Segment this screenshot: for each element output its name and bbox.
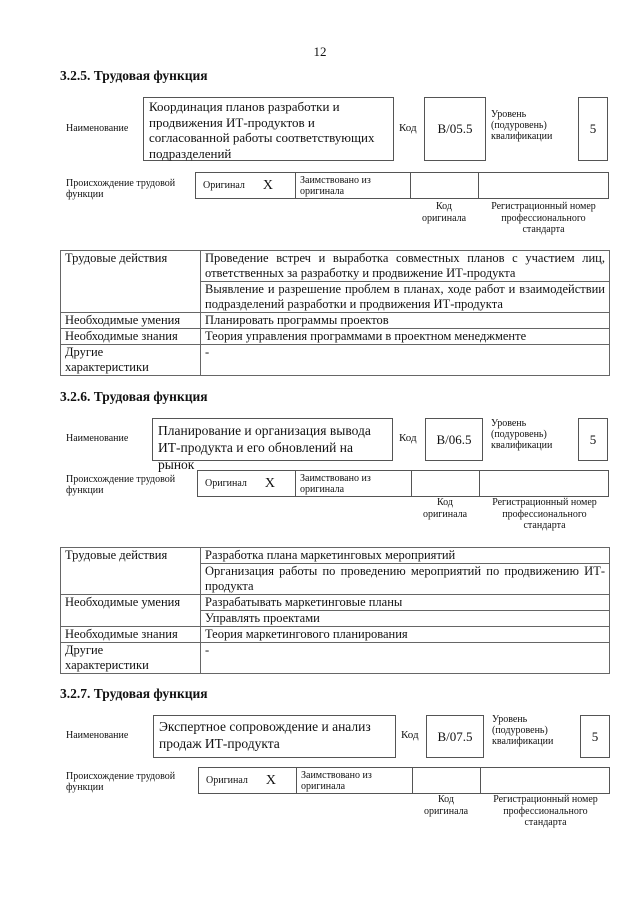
name-label: Наименование	[66, 123, 129, 134]
reg-number-cell	[481, 768, 609, 793]
required-knowledge-label: Необходимые знания	[61, 627, 201, 643]
borrowed-cell: Заимствовано из оригинала	[297, 768, 413, 793]
function-details-table	[60, 250, 610, 376]
function-name-box: Координация планов разработки и продвижения ИТ-продуктов и согласованной работы соответствующих подразделений	[143, 97, 394, 161]
original-cell	[196, 173, 296, 198]
function-code-box: B/05.5	[424, 97, 486, 161]
original-mark: X	[265, 773, 277, 788]
name-label: Наименование	[66, 433, 129, 444]
knowledge-item: Теория управления программами в проектном менеджменте	[201, 329, 610, 345]
original-label: Оригинал	[203, 180, 245, 191]
original-cell	[198, 471, 296, 496]
borrowed-cell: Заимствовано из оригинала	[296, 471, 412, 496]
original-code-cell	[411, 173, 479, 198]
reg-number-cell	[480, 471, 608, 496]
origin-label: Происхождение трудовой функции	[66, 474, 176, 496]
original-label: Оригинал	[206, 775, 248, 786]
level-label: Уровень (подуровень) квалификации	[491, 109, 553, 142]
code-label: Код	[399, 122, 417, 134]
function-code-box: B/06.5	[425, 418, 483, 461]
knowledge-item: Теория маркетингового планирования	[201, 627, 610, 643]
qualification-level-box: 5	[578, 97, 608, 161]
labor-action-item: Организация работы по проведению мероприятий по продвижению ИТ-продукта	[201, 564, 610, 595]
origin-label: Происхождение трудовой функции	[66, 771, 176, 793]
original-code-cell	[413, 768, 481, 793]
original-label: Оригинал	[205, 478, 247, 489]
required-skills-label: Необходимые умения	[61, 313, 201, 329]
other-characteristics-label: Другие характеристики	[61, 643, 201, 674]
original-code-caption: Код оригинала	[421, 201, 467, 224]
reg-number-cell	[479, 173, 608, 198]
section-title: 3.2.5. Трудовая функция	[60, 68, 208, 83]
level-label: Уровень (подуровень) квалификации	[492, 714, 554, 747]
level-label: Уровень (подуровень) квалификации	[491, 418, 553, 451]
origin-table	[195, 172, 609, 199]
section-title: 3.2.6. Трудовая функция	[60, 389, 208, 404]
function-code-box: B/07.5	[426, 715, 484, 758]
origin-label: Происхождение трудовой функции	[66, 178, 176, 200]
skill-item: Управлять проектами	[201, 611, 610, 627]
borrowed-cell: Заимствовано из оригинала	[296, 173, 411, 198]
reg-number-caption: Регистрационный номер профессионального стандарта	[492, 497, 597, 531]
other-characteristics-label: Другие характеристики	[61, 345, 201, 376]
origin-table	[197, 470, 609, 497]
origin-table	[198, 767, 610, 794]
skill-item: Разрабатывать маркетинговые планы	[201, 595, 610, 611]
labor-action-item: Разработка плана маркетинговых мероприятий	[201, 548, 610, 564]
labor-action-item: Проведение встреч и выработка совместных планов с участием лиц, ответственных за разработку и продвижение ИТ-продукта	[201, 251, 610, 282]
required-knowledge-label: Необходимые знания	[61, 329, 201, 345]
function-details-table	[60, 547, 610, 674]
original-mark: X	[264, 476, 276, 491]
labor-actions-label: Трудовые действия	[61, 548, 201, 595]
code-label: Код	[399, 432, 417, 444]
reg-number-caption: Регистрационный номер профессионального стандарта	[491, 201, 596, 235]
other-characteristics-value: -	[201, 643, 610, 674]
original-cell	[199, 768, 297, 793]
function-name-box: Экспертное сопровождение и анализ продаж ИТ-продукта	[153, 715, 396, 758]
original-code-caption: Код оригинала	[423, 794, 469, 817]
page-number: 12	[313, 44, 327, 59]
labor-actions-label: Трудовые действия	[61, 251, 201, 313]
skill-item: Планировать программы проектов	[201, 313, 610, 329]
code-label: Код	[401, 729, 419, 741]
original-mark: X	[262, 178, 274, 193]
other-characteristics-value: -	[201, 345, 610, 376]
qualification-level-box: 5	[578, 418, 608, 461]
function-name-box: Планирование и организация вывода ИТ-продукта и его обновлений на рынок	[152, 418, 393, 461]
labor-action-item: Выявление и разрешение проблем в планах, ходе работ и взаимодействии подразделений разработки и продвижения ИТ-продукта	[201, 282, 610, 313]
name-label: Наименование	[66, 730, 129, 741]
section-title: 3.2.7. Трудовая функция	[60, 686, 208, 701]
reg-number-caption: Регистрационный номер профессионального стандарта	[493, 794, 598, 828]
original-code-caption: Код оригинала	[422, 497, 468, 520]
qualification-level-box: 5	[580, 715, 610, 758]
original-code-cell	[412, 471, 480, 496]
required-skills-label: Необходимые умения	[61, 595, 201, 627]
